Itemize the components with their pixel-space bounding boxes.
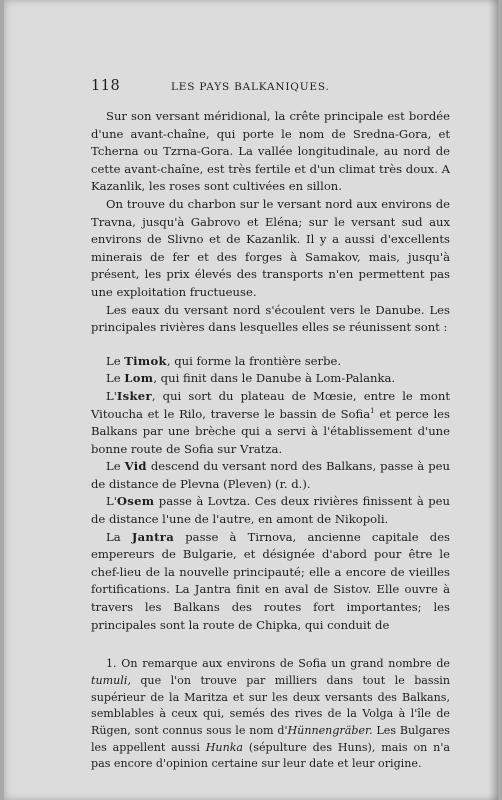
page-content	[91, 78, 450, 773]
spacer	[91, 337, 450, 353]
footnote-marker[interactable]: 1	[370, 406, 375, 415]
footnotes	[91, 656, 450, 773]
paragraph: On trouve du charbon sur le versant nord aux environs de Travna, jusqu'à Gabrovo et Eléna; sur le versant sud aux environs de Slivno et de Kazanlik. Il y a aussi d'excellents minerais de fer et des forges à Samakov, mais, jusqu'à présent, les prix élevés des transports n'en permettent pas une exploitation fructueuse.	[91, 196, 450, 299]
river-entry-osem: L'Osem passe à Lovtza. Ces deux rivières finissent à peu de distance l'une de l'autre, en amont de Nikopoli.	[91, 494, 450, 527]
river-entry-jantra: La Jantra passe à Tirnova, ancienne capitale des empereurs de Bulgarie, et désignée d'abord pour être le chef-lieu de la nouvelle principauté; elle a encore de vieilles fortifications. La Jantra finit en aval de Sistov. Elle ouvre à travers les Balkans des routes fort importantes; les principales sont la route de Chipka, qui conduit de	[91, 529, 451, 632]
footnote-1: 1. On remarque aux environs de Sofia un grand nombre de tumuli, que l'on trouve par milliers dans tout le bassin supérieur de la Maritza et sur les deux versants des Balkans, semblables à ceux qui, semés des rives de la Volga à l'île de Rügen, sont connus sous le nom d'Hünnengräber. Les Bulgares les appellent aussi Hunka (sépulture des Huns), mais on n'a pas encore d'opinion certaine sur leur date et leur origine.	[91, 657, 450, 771]
page-number: 118	[91, 78, 121, 94]
river-name: Isker	[116, 388, 152, 403]
river-entry-lom: Le Lom, qui finit dans le Danube à Lom-Palanka.	[106, 371, 396, 386]
paragraph: Les eaux du versant nord s'écoulent vers le Danube. Les principales rivières dans lesquelles elles se réunissent sont :	[91, 302, 450, 335]
river-entry-isker: L'Isker, qui sort du plateau de Mœsie, entre le mont Vitoucha et le Rilo, traverse le bassin de Sofia$^1$ et perce les Balkans par une brèche qui a servi à l'établissement d'une bonne route de Sofia sur Vratza.	[91, 388, 450, 456]
river-name: Lom	[124, 371, 154, 386]
book-page	[4, 0, 498, 800]
running-head: LES PAYS BALKANIQUES.	[171, 81, 330, 93]
river-name: Osem	[116, 494, 155, 509]
page-edge-shadow	[488, 0, 498, 800]
body-text	[91, 108, 450, 634]
river-name: Vid	[124, 459, 147, 474]
river-entry-vid: Le Vid descend du versant nord des Balkans, passe à peu de distance de Plevna (Pleven) (r. d.).	[91, 459, 450, 491]
page-header	[91, 78, 450, 100]
river-name: Jantra	[131, 529, 175, 544]
river-name: Timok	[124, 353, 167, 368]
river-entry-timok: Le Timok, qui forme la frontière serbe.	[106, 353, 342, 368]
paragraph: Sur son versant méridional, la crête principale est bordée d'une avant-chaîne, qui porte le nom de Sredna-Gora, et Tcherna ou Tzrna-Gora. La vallée longitudinale, au nord de cette avant-chaîne, est très fertile et d'un climat très doux. A Kazanlik, les roses sont cultivées en sillon.	[91, 109, 450, 194]
